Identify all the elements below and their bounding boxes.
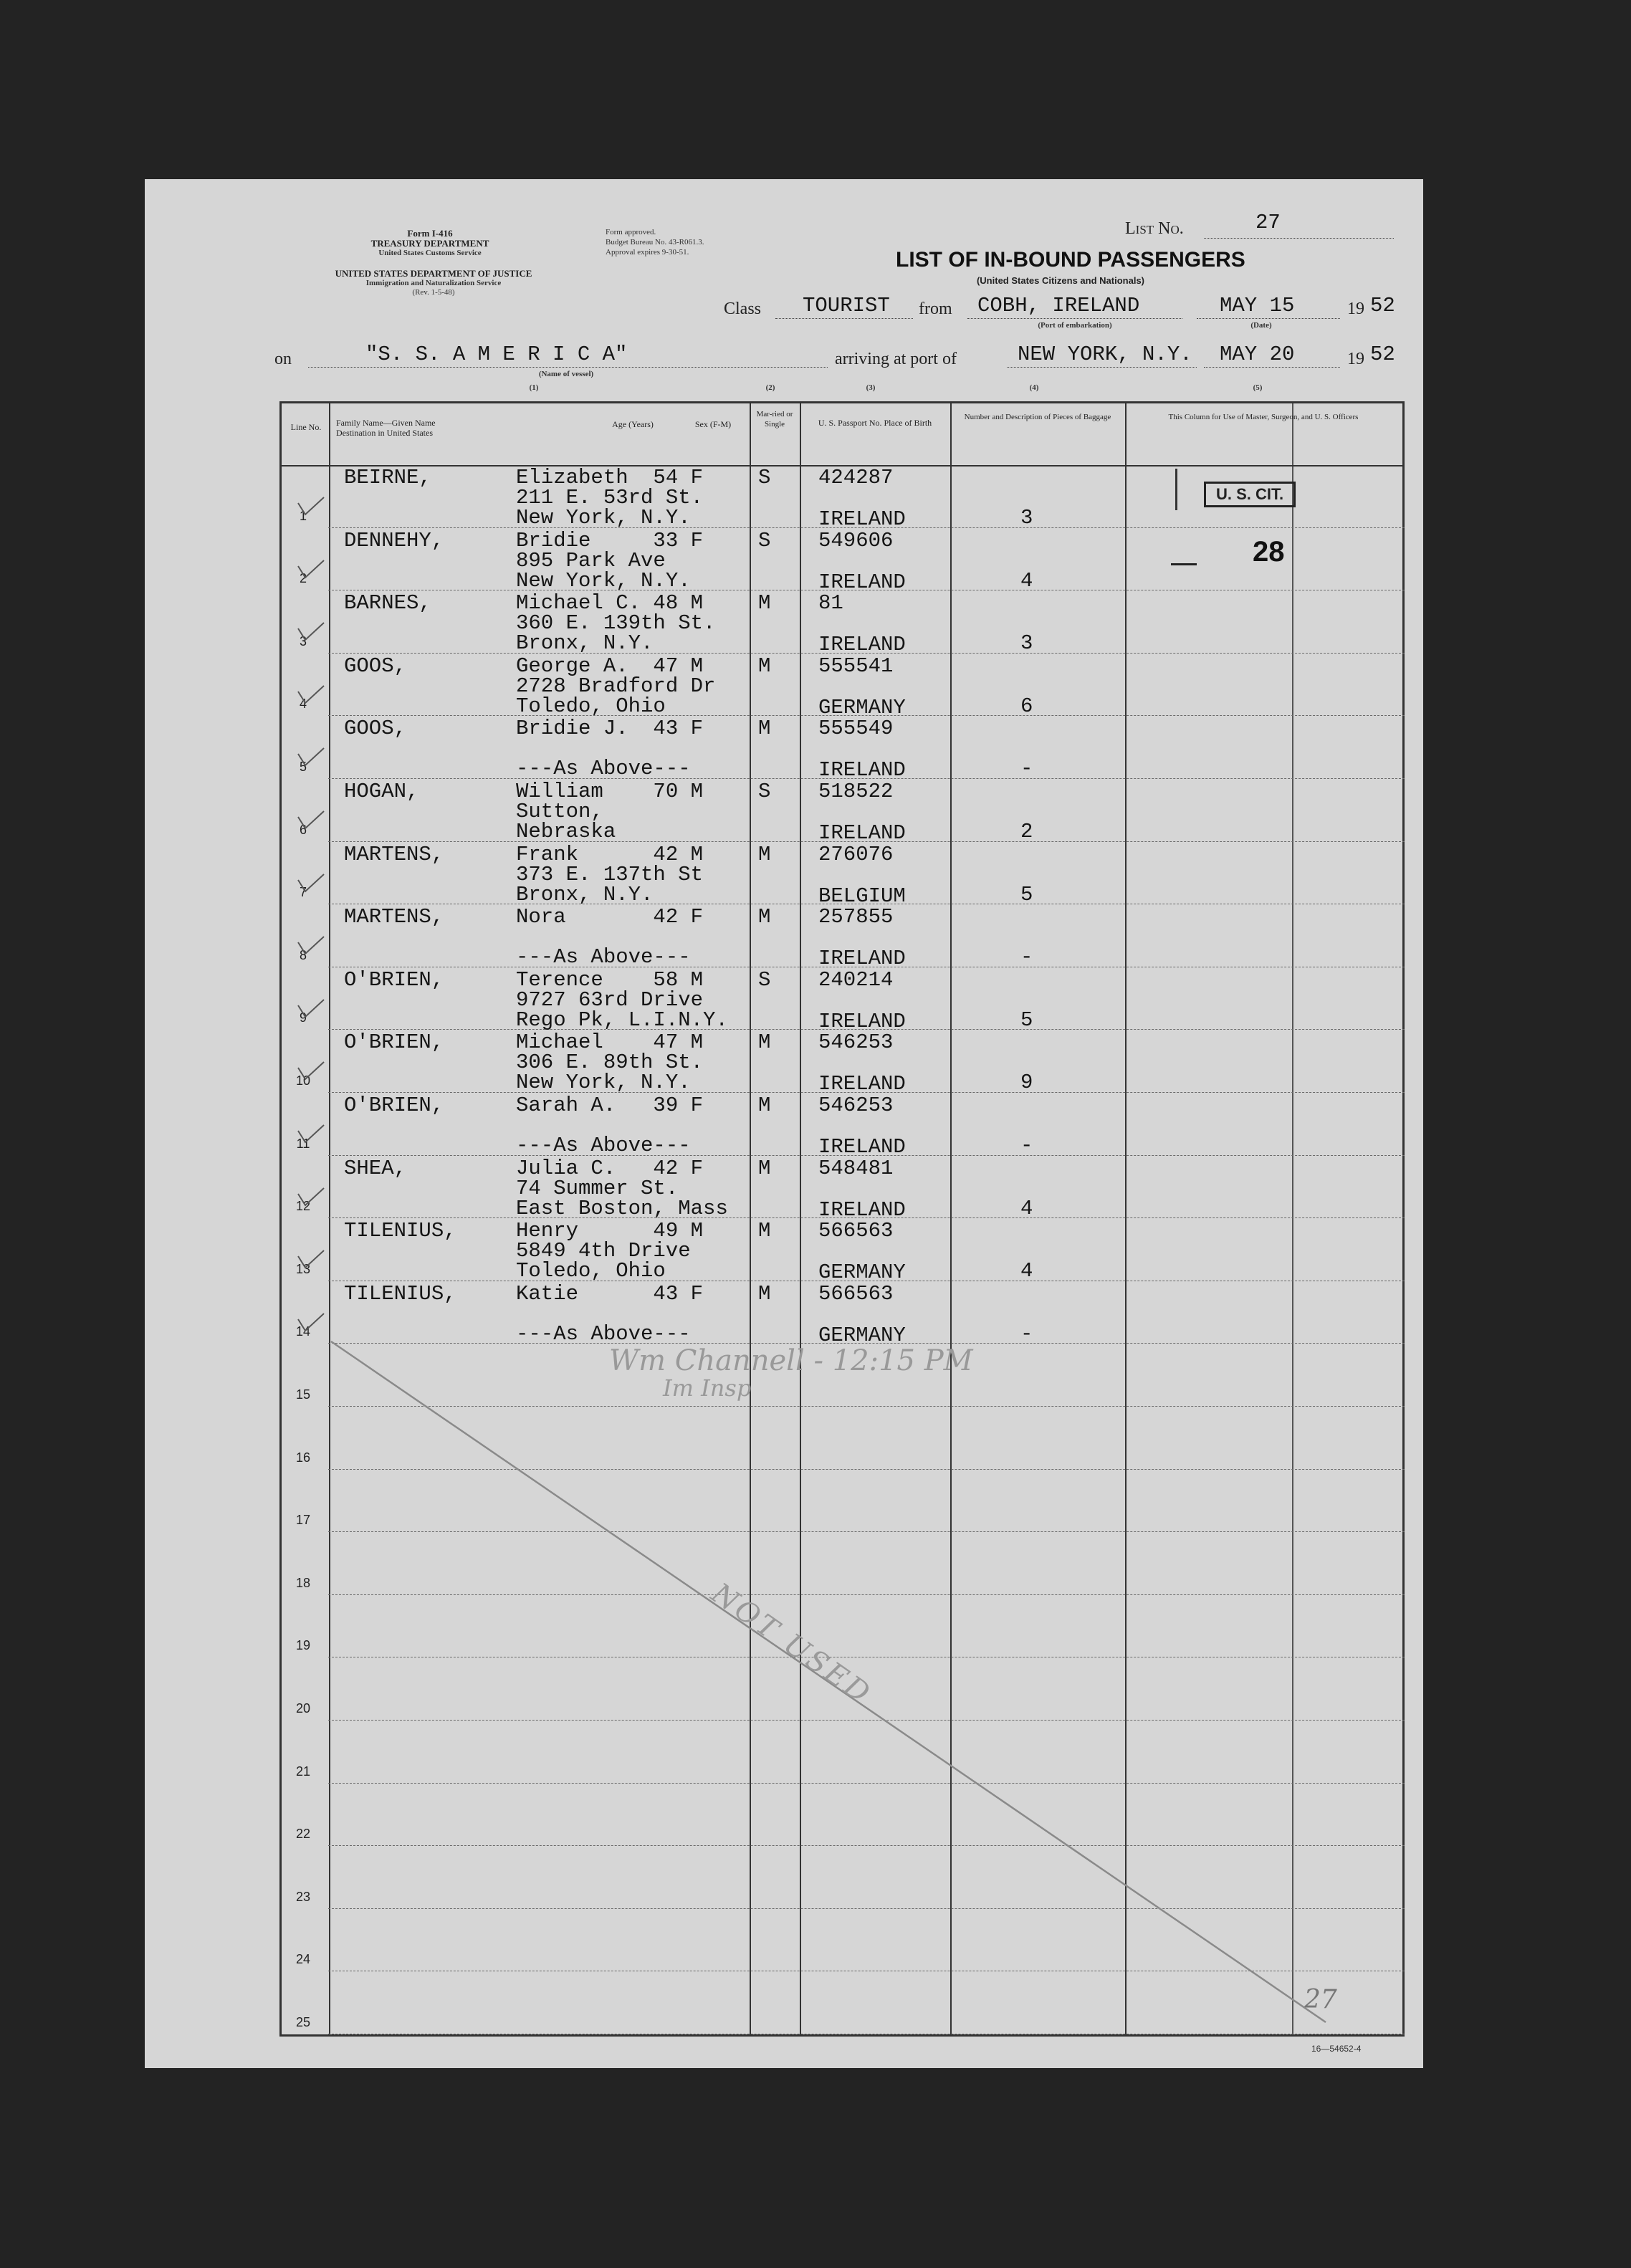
page-subtitle: (United States Citizens and Nationals) (976, 275, 1145, 286)
year-depart: 52 (1370, 294, 1395, 317)
port-embark-value: COBH, IRELAND (977, 294, 1140, 317)
revision: (Rev. 1-5-48) (412, 288, 455, 297)
vessel-caption: (Name of vessel) (538, 370, 594, 378)
marital-status: M (758, 654, 771, 678)
marital-status: S (758, 528, 771, 552)
line-number: 8 (299, 947, 307, 962)
col-num-2: (2) (765, 383, 775, 392)
address-line-1: 211 E. 53rd St. (516, 486, 704, 509)
address-line-2: New York, N.Y. (516, 1071, 691, 1095)
baggage-count: 4 (1020, 1196, 1033, 1220)
col-num-1: (1) (529, 383, 539, 392)
baggage-count: - (1020, 757, 1033, 781)
marital-status: M (758, 842, 771, 866)
passport-number: 555541 (818, 654, 894, 678)
page-handwritten: 27 (1304, 1985, 1337, 2014)
address-line-2: Toledo, Ohio (516, 1259, 666, 1283)
class-value: TOURIST (803, 294, 890, 317)
line-number: 14 (295, 1324, 311, 1339)
from-label: from (919, 300, 952, 318)
place-of-birth: IRELAND (818, 1009, 906, 1033)
line-number: 10 (295, 1073, 311, 1088)
given-name-age-sex: Frank 42 M (516, 842, 704, 866)
family-name: HOGAN, (344, 780, 419, 803)
family-name: SHEA, (344, 1156, 407, 1180)
passport-number: 548481 (818, 1156, 894, 1180)
place-of-birth: GERMANY (818, 695, 906, 719)
customs-service: United States Customs Service (378, 249, 482, 257)
line-number: 19 (295, 1638, 311, 1653)
given-name-age-sex: Sarah A. 39 F (516, 1094, 704, 1117)
address-line-1: 9727 63rd Drive (516, 987, 704, 1012)
hdr-passport: U. S. Passport No. Place of Birth (818, 418, 932, 428)
passport-number: 240214 (818, 967, 894, 992)
address-line-1: 360 E. 139th St. (516, 611, 716, 636)
address-line-2: ---As Above--- (516, 1321, 691, 1346)
family-name: O'BRIEN, (344, 1094, 444, 1117)
marital-status: S (758, 967, 771, 992)
address-line-1: Sutton, (516, 800, 603, 823)
inspector-title: Im Insp (663, 1374, 752, 1402)
vessel-value: "S. S. A M E R I C A" (365, 343, 628, 366)
hdr-age: Age (Years) (612, 419, 654, 429)
place-of-birth: IRELAND (818, 947, 906, 971)
hdr-sex: Sex (F-M) (694, 419, 732, 429)
count-stamp: 28 (1253, 536, 1285, 568)
address-line-2: ---As Above--- (516, 1134, 691, 1157)
line-number: 2 (299, 571, 307, 586)
baggage-count: 3 (1020, 506, 1033, 530)
line-number: 3 (299, 633, 307, 649)
baggage-count: 4 (1020, 568, 1033, 593)
class-label: Class (724, 300, 762, 318)
line-number: 12 (295, 1199, 311, 1214)
approval-line1: Form approved. (606, 228, 656, 236)
address-line-2: Toledo, Ohio (516, 694, 666, 718)
on-label: on (274, 350, 292, 368)
marital-status: M (758, 1219, 771, 1243)
place-of-birth: IRELAND (818, 507, 906, 531)
address-line-1: 2728 Bradford Dr (516, 674, 716, 698)
family-name: DENNEHY, (344, 528, 444, 552)
address-line-2: East Boston, Mass (516, 1196, 728, 1220)
passport-number: 566563 (818, 1281, 894, 1306)
approval-line2: Budget Bureau No. 43-R061.3. (606, 238, 704, 247)
line-number: 22 (295, 1827, 311, 1842)
address-line-2: New York, N.Y. (516, 568, 691, 593)
marital-status: M (758, 1156, 771, 1180)
date-depart-value: MAY 15 (1220, 294, 1295, 317)
given-name-age-sex: Terence 58 M (516, 967, 704, 992)
line-number: 7 (299, 885, 307, 900)
baggage-count: 4 (1020, 1259, 1033, 1283)
col-num-5: (5) (1253, 383, 1263, 392)
line-number: 15 (295, 1387, 311, 1402)
place-of-birth: IRELAND (818, 821, 906, 845)
hdr-name: Family Name—Given Name (336, 418, 436, 428)
marital-status: M (758, 1281, 771, 1306)
line-number: 1 (299, 508, 307, 523)
marital-status: M (758, 1094, 771, 1117)
place-of-birth: GERMANY (818, 1323, 906, 1347)
line-number: 24 (295, 1952, 311, 1967)
place-of-birth: IRELAND (818, 1072, 906, 1096)
not-used-note: NOT USED (705, 1576, 878, 1712)
marital-status: M (758, 905, 771, 929)
given-name-age-sex: Michael C. 48 M (516, 591, 704, 616)
family-name: MARTENS, (344, 842, 444, 866)
passport-number: 555549 (818, 717, 894, 741)
family-name: TILENIUS, (344, 1281, 456, 1306)
baggage-count: 2 (1020, 820, 1033, 843)
baggage-count: - (1020, 1134, 1033, 1157)
address-line-1: 306 E. 89th St. (516, 1051, 704, 1075)
line-number: 5 (299, 760, 307, 774)
passport-number: 518522 (818, 780, 894, 803)
place-of-birth: IRELAND (818, 570, 906, 594)
approval-line3: Approval expires 9-30-51. (606, 248, 689, 257)
given-name-age-sex: Katie 43 F (516, 1281, 704, 1306)
col-num-4: (4) (1029, 383, 1039, 392)
address-line-2: Bronx, N.Y. (516, 882, 654, 906)
year-prefix-arrival: 19 (1347, 350, 1364, 368)
passport-number: 566563 (818, 1219, 894, 1243)
passport-number: 549606 (818, 528, 894, 552)
address-line-1: 373 E. 137th St (516, 862, 704, 886)
marital-status: S (758, 780, 771, 803)
footer-code: 16—54652-4 (1311, 2044, 1362, 2054)
marital-status: M (758, 717, 771, 741)
family-name: TILENIUS, (344, 1219, 456, 1243)
baggage-count: 6 (1020, 694, 1033, 718)
family-name: GOOS, (344, 717, 407, 741)
line-number: 16 (295, 1450, 311, 1465)
line-number: 13 (295, 1261, 311, 1276)
family-name: O'BRIEN, (344, 1030, 444, 1055)
line-number: 9 (299, 1010, 307, 1025)
form-number: Form I-416 (407, 228, 453, 239)
family-name: MARTENS, (344, 905, 444, 929)
us-cit-stamp: U. S. CIT. (1204, 482, 1296, 507)
line-number: 11 (296, 1136, 310, 1151)
date-arrival-value: MAY 20 (1220, 343, 1295, 366)
address-line-2: Nebraska (516, 820, 616, 843)
address-line-2: New York, N.Y. (516, 506, 691, 530)
family-name: BARNES, (344, 591, 431, 616)
given-name-age-sex: Michael 47 M (516, 1030, 704, 1055)
address-line-2: ---As Above--- (516, 757, 691, 781)
justice-dept: UNITED STATES DEPARTMENT OF JUSTICE (335, 268, 532, 279)
given-name-age-sex: William 70 M (516, 780, 704, 803)
address-line-2: Rego Pk, L.I.N.Y. (516, 1008, 728, 1032)
year-arrival: 52 (1370, 343, 1395, 366)
list-no-value: 27 (1255, 211, 1281, 234)
marital-status: S (758, 466, 771, 489)
family-name: BEIRNE, (344, 466, 431, 489)
marital-status: M (758, 1030, 771, 1055)
port-arrival-value: NEW YORK, N.Y. (1018, 343, 1192, 366)
given-name-age-sex: Elizabeth 54 F (516, 466, 704, 489)
address-line-1: 74 Summer St. (516, 1176, 679, 1200)
ins-service: Immigration and Naturalization Service (365, 279, 502, 287)
hdr-married: Mar-ried or Single (756, 410, 793, 429)
given-name-age-sex: Julia C. 42 F (516, 1156, 704, 1180)
place-of-birth: IRELAND (818, 758, 906, 783)
given-name-age-sex: Bridie 33 F (516, 528, 704, 552)
hdr-baggage: Number and Description of Pieces of Baggage (964, 413, 1111, 421)
line-number: 23 (295, 1889, 311, 1904)
passport-number: 546253 (818, 1030, 894, 1055)
passport-number: 546253 (818, 1094, 894, 1117)
place-of-birth: BELGIUM (818, 884, 906, 908)
line-number: 25 (295, 2015, 311, 2029)
hdr-destination: Destination in United States (336, 428, 433, 438)
given-name-age-sex: Nora 42 F (516, 905, 704, 929)
treasury-dept: TREASURY DEPARTMENT (370, 238, 489, 249)
address-line-1: 5849 4th Drive (516, 1239, 691, 1263)
date-caption: (Date) (1250, 321, 1272, 330)
port-embark-caption: (Port of embarkation) (1038, 321, 1112, 330)
place-of-birth: IRELAND (818, 1197, 906, 1222)
hdr-officers: This Column for Use of Master, Surgeon, and U. S. Officers (1168, 413, 1359, 421)
family-name: GOOS, (344, 654, 407, 678)
place-of-birth: GERMANY (818, 1260, 906, 1285)
address-line-2: ---As Above--- (516, 945, 691, 970)
line-number: 21 (295, 1764, 311, 1779)
list-no-label: List No. (1125, 219, 1184, 238)
given-name-age-sex: Henry 49 M (516, 1219, 704, 1243)
baggage-count: 5 (1020, 882, 1033, 906)
baggage-count: 3 (1020, 631, 1033, 656)
hdr-line-no: Line No. (290, 422, 322, 432)
line-number: 4 (299, 697, 307, 712)
baggage-count: - (1020, 1321, 1033, 1346)
given-name-age-sex: George A. 47 M (516, 654, 704, 678)
place-of-birth: IRELAND (818, 1135, 906, 1159)
line-number: 18 (295, 1575, 311, 1590)
family-name: O'BRIEN, (344, 967, 444, 992)
inspector-signature: Wm Channell - 12:15 PM (609, 1344, 973, 1377)
year-prefix: 19 (1347, 300, 1364, 318)
page-title: LIST OF IN-BOUND PASSENGERS (896, 248, 1245, 272)
given-name-age-sex: Bridie J. 43 F (516, 717, 704, 741)
line-number: 17 (295, 1513, 311, 1528)
passport-number: 81 (818, 591, 843, 616)
baggage-count: - (1020, 945, 1033, 970)
marital-status: M (758, 591, 771, 616)
baggage-count: 9 (1020, 1071, 1033, 1095)
arriving-label: arriving at port of (835, 350, 957, 368)
baggage-count: 5 (1020, 1008, 1033, 1032)
passport-number: 257855 (818, 905, 894, 929)
line-number: 6 (299, 822, 307, 837)
passport-number: 424287 (818, 466, 894, 489)
line-number: 20 (295, 1701, 311, 1716)
passport-number: 276076 (818, 842, 894, 866)
col-num-3: (3) (866, 383, 876, 392)
address-line-1: 895 Park Ave (516, 548, 666, 573)
address-line-2: Bronx, N.Y. (516, 631, 654, 656)
place-of-birth: IRELAND (818, 633, 906, 657)
